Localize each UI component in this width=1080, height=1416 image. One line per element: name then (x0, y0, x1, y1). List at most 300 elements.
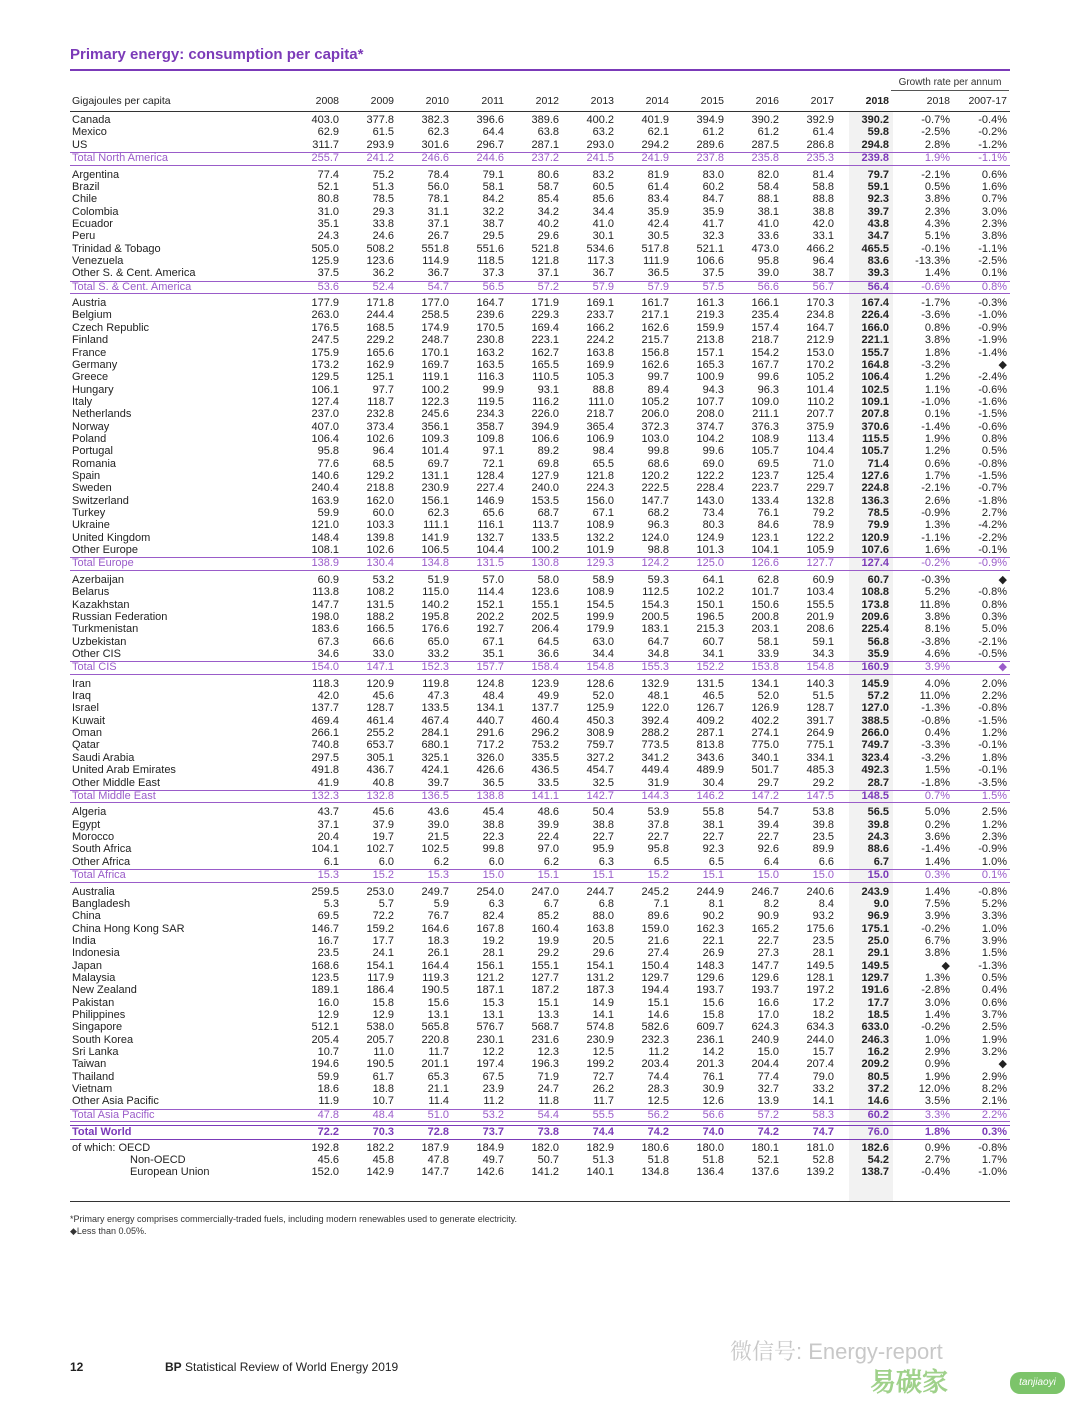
value-cell: 358.7 (476, 420, 504, 433)
value-cell: 61.2 (702, 126, 724, 139)
value-cell: 83.0 (702, 168, 724, 181)
growth-cell: 0.6% (924, 457, 950, 470)
value-cell: 26.9 (702, 947, 724, 960)
value-cell: 128.7 (806, 702, 834, 715)
table-total-row (70, 661, 1010, 675)
value-cell: 224.8 (861, 482, 889, 495)
value-cell: 6.0 (488, 855, 504, 868)
row-label: Hungary (72, 383, 114, 396)
value-cell: 141.1 (531, 789, 559, 802)
value-cell: 83.6 (867, 254, 889, 267)
value-cell: 266.0 (861, 727, 889, 740)
growth-cell: -1.2% (978, 138, 1007, 151)
value-cell: 207.4 (806, 1058, 834, 1071)
value-cell: 74.4 (647, 1070, 669, 1083)
value-cell: 18.3 (427, 934, 449, 947)
value-cell: 80.3 (702, 519, 724, 532)
growth-cell: 3.9% (924, 910, 950, 923)
value-cell: 241.5 (586, 152, 614, 165)
header-year: 2010 (425, 95, 449, 107)
growth-cell: 0.5% (924, 180, 950, 193)
value-cell: 11.4 (428, 1095, 449, 1108)
growth-cell: 11.8% (919, 598, 950, 611)
table-row (70, 886, 1010, 898)
value-cell: 22.4 (537, 831, 559, 844)
value-cell: 226.0 (531, 408, 559, 421)
value-cell: 177.0 (421, 297, 449, 310)
value-cell: 38.8 (482, 818, 504, 831)
table-total-row (70, 869, 1010, 883)
value-cell: 68.2 (647, 506, 669, 519)
value-cell: 88.8 (812, 193, 834, 206)
growth-cell: -0.4% (921, 1166, 950, 1179)
value-cell: 60.2 (702, 180, 724, 193)
value-cell: 134.1 (751, 677, 779, 690)
table-row (70, 819, 1010, 831)
growth-cell: 0.8% (924, 321, 950, 334)
growth-cell: 1.4% (924, 1009, 950, 1021)
value-cell: 15.2 (372, 869, 394, 882)
table-row (70, 960, 1010, 972)
value-cell: 236.1 (696, 1033, 724, 1046)
table-row (70, 408, 1010, 420)
growth-cell: -0.4% (978, 114, 1007, 126)
growth-cell: 1.8% (981, 751, 1007, 764)
value-cell: 64.7 (647, 635, 669, 648)
value-cell: 469.4 (311, 714, 339, 727)
value-cell: 41.9 (317, 776, 339, 789)
value-cell: 60.9 (317, 573, 339, 586)
value-cell: 74.2 (757, 1126, 779, 1139)
value-cell: 105.7 (751, 445, 779, 458)
value-cell: 101.9 (586, 544, 614, 556)
value-cell: 63.2 (592, 126, 614, 139)
value-cell: 48.4 (372, 1108, 394, 1121)
value-cell: 37.1 (537, 267, 559, 280)
value-cell: 147.1 (366, 661, 394, 674)
value-cell: 233.7 (586, 309, 614, 322)
value-cell: 22.7 (592, 831, 614, 844)
value-cell: 126.7 (696, 702, 724, 715)
value-cell: 150.6 (751, 598, 779, 611)
value-cell: 609.7 (696, 1021, 724, 1034)
value-cell: 5.3 (323, 897, 339, 910)
value-cell: 13.1 (482, 1009, 504, 1021)
value-cell: 111.1 (423, 519, 449, 532)
value-cell: 54.2 (867, 1153, 889, 1166)
value-cell: 33.2 (427, 647, 449, 660)
value-cell: 126.6 (751, 557, 779, 570)
value-cell: 109.0 (751, 395, 779, 408)
value-cell: 424.1 (421, 764, 449, 777)
value-cell: 121.2 (476, 971, 504, 984)
value-cell: 773.5 (641, 739, 669, 752)
value-cell: 17.7 (867, 996, 889, 1009)
value-cell: 146.9 (476, 494, 504, 507)
value-cell: 84.2 (482, 193, 504, 206)
value-cell: 126.9 (751, 702, 779, 715)
value-cell: 103.4 (806, 586, 834, 599)
value-cell: 58.1 (482, 180, 504, 193)
value-cell: 55.8 (702, 806, 724, 819)
value-cell: 99.7 (647, 371, 669, 384)
value-cell: 99.8 (482, 843, 504, 856)
value-cell: 138.8 (476, 789, 504, 802)
row-label: Kuwait (72, 714, 106, 727)
value-cell: 62.1 (647, 126, 669, 139)
value-cell: 113.4 (807, 432, 834, 445)
table-row (70, 433, 1010, 445)
value-cell: 246.3 (861, 1033, 889, 1046)
value-cell: 223.1 (531, 334, 559, 347)
row-label: Austria (72, 297, 107, 310)
value-cell: 194.6 (311, 1058, 339, 1071)
table-title: Primary energy: consumption per capita* (70, 46, 364, 63)
value-cell: 127.7 (806, 557, 834, 570)
value-cell: 356.1 (421, 420, 449, 433)
value-cell: 26.1 (427, 947, 449, 960)
value-cell: 119.3 (422, 971, 449, 984)
value-cell: 62.8 (757, 573, 779, 586)
value-cell: 505.0 (311, 242, 339, 255)
value-cell: 62.3 (427, 506, 449, 519)
value-cell: 157.1 (696, 346, 724, 359)
value-cell: 15.3 (482, 996, 504, 1009)
table-row (70, 421, 1010, 433)
value-cell: 50.7 (537, 1153, 559, 1166)
value-cell: 68.7 (537, 506, 559, 519)
table-row (70, 1142, 1010, 1154)
value-cell: 297.5 (311, 751, 339, 764)
value-cell: 39.7 (427, 776, 449, 789)
value-cell: 190.5 (366, 1058, 394, 1071)
value-cell: 213.8 (696, 334, 724, 347)
growth-cell: 2.3% (924, 205, 950, 218)
value-cell: 27.4 (647, 947, 669, 960)
value-cell: 27.3 (757, 947, 779, 960)
growth-cell: 1.6% (981, 180, 1007, 193)
value-cell: 759.7 (586, 739, 614, 752)
value-cell: 81.9 (647, 168, 669, 181)
row-label: Other CIS (72, 647, 121, 660)
row-label: Singapore (72, 1021, 123, 1034)
table-row (70, 139, 1010, 151)
growth-cell: -0.8% (978, 1141, 1007, 1154)
column-header-row (70, 95, 1010, 109)
value-cell: 89.9 (812, 843, 834, 856)
value-cell: 120.9 (861, 531, 889, 544)
value-cell: 39.0 (757, 267, 779, 280)
value-cell: 473.0 (751, 242, 779, 255)
value-cell: 108.2 (366, 586, 394, 599)
table-row (70, 495, 1010, 507)
row-label: Italy (72, 395, 93, 408)
header-year: 2011 (481, 95, 504, 107)
row-label: Kazakhstan (72, 598, 130, 611)
growth-cell: 0.4% (924, 727, 950, 740)
value-cell: 140.6 (311, 469, 339, 482)
value-cell: 23.5 (317, 947, 339, 960)
value-cell: 31.0 (317, 205, 339, 218)
value-cell: 166.5 (366, 623, 394, 636)
value-cell: 512.1 (311, 1021, 339, 1034)
value-cell: 22.7 (757, 934, 779, 947)
value-cell: 170.5 (476, 321, 504, 334)
value-cell: 35.9 (867, 647, 889, 660)
value-cell: 106.6 (696, 254, 724, 267)
value-cell: 11.2 (648, 1046, 669, 1059)
growth-cell: 1.9% (924, 1070, 950, 1083)
value-cell: 79.9 (867, 519, 889, 532)
value-cell: 289.6 (696, 138, 724, 151)
value-cell: 155.3 (641, 661, 669, 674)
growth-cell: -0.2% (921, 1021, 950, 1034)
value-cell: 47.8 (317, 1108, 339, 1121)
value-cell: 229.2 (366, 334, 394, 347)
value-cell: 183.6 (311, 623, 339, 636)
value-cell: 749.7 (861, 739, 889, 752)
value-cell: 244.6 (476, 152, 504, 165)
row-label: Portugal (72, 445, 113, 458)
value-cell: 37.5 (317, 267, 339, 280)
growth-cell: 1.0% (924, 1033, 950, 1046)
row-label: Qatar (72, 739, 100, 752)
row-label: Czech Republic (72, 321, 150, 334)
value-cell: 36.2 (372, 267, 394, 280)
value-cell: 161.7 (641, 297, 669, 310)
value-cell: 287.5 (751, 138, 779, 151)
growth-cell: -2.1% (921, 482, 950, 495)
value-cell: 170.2 (806, 358, 834, 371)
value-cell: 92.6 (757, 843, 779, 856)
value-cell: 65.5 (592, 457, 614, 470)
value-cell: 45.6 (372, 690, 394, 703)
data-table (70, 114, 1010, 1179)
value-cell: 72.2 (372, 910, 394, 923)
row-label: Spain (72, 469, 101, 482)
value-cell: 37.3 (482, 267, 504, 280)
value-cell: 53.9 (647, 806, 669, 819)
value-cell: 15.8 (702, 1009, 724, 1021)
value-cell: 16.6 (757, 996, 779, 1009)
value-cell: 88.1 (757, 193, 779, 206)
value-cell: 79.7 (867, 168, 889, 181)
value-cell: 39.8 (867, 818, 889, 831)
value-cell: 243.9 (861, 885, 889, 898)
value-cell: 101.4 (421, 445, 449, 458)
value-cell: 170.3 (806, 297, 834, 310)
value-cell: 203.4 (641, 1058, 669, 1071)
value-cell: 182.6 (861, 1141, 889, 1154)
value-cell: 16.0 (317, 996, 339, 1009)
value-cell: 130.4 (366, 557, 394, 570)
value-cell: 140.2 (421, 598, 449, 611)
value-cell: 264.9 (806, 727, 834, 740)
growth-cell: -1.5% (978, 714, 1007, 727)
value-cell: 123.1 (751, 531, 779, 544)
value-cell: 38.8 (812, 205, 834, 218)
value-cell: 37.5 (702, 267, 724, 280)
value-cell: 24.7 (537, 1083, 559, 1096)
value-cell: 32.3 (702, 230, 724, 243)
value-cell: 154.2 (751, 346, 779, 359)
growth-cell: 0.1% (981, 267, 1007, 280)
row-label: Saudi Arabia (72, 751, 135, 764)
value-cell: 407.0 (311, 420, 339, 433)
value-cell: 220.8 (421, 1033, 449, 1046)
value-cell: 148.4 (311, 531, 339, 544)
value-cell: 15.0 (812, 869, 834, 882)
value-cell: 11.7 (428, 1046, 449, 1059)
value-cell: 22.3 (482, 831, 504, 844)
table-row (70, 831, 1010, 843)
value-cell: 436.5 (531, 764, 559, 777)
growth-cell: -1.4% (921, 420, 950, 433)
value-cell: 106.5 (421, 544, 449, 556)
value-cell: 491.8 (311, 764, 339, 777)
growth-cell: 1.5% (981, 947, 1007, 960)
value-cell: 141.9 (421, 531, 449, 544)
table-row (70, 777, 1010, 789)
value-cell: 23.9 (482, 1083, 504, 1096)
value-cell: 131.1 (421, 469, 449, 482)
value-cell: 62.9 (317, 126, 339, 139)
table-row (70, 230, 1010, 242)
growth-cell: 2.5% (981, 806, 1007, 819)
growth-cell: 3.8% (924, 610, 950, 623)
growth-cell: 0.3% (924, 869, 950, 882)
value-cell: 219.3 (696, 309, 724, 322)
value-cell: 116.3 (477, 371, 504, 384)
table-row (70, 752, 1010, 764)
value-cell: 246.6 (421, 152, 449, 165)
growth-cell: 11.0% (919, 690, 950, 703)
table-row (70, 114, 1010, 126)
table-row (70, 347, 1010, 359)
value-cell: 34.1 (702, 647, 724, 660)
value-cell: 49.7 (482, 1153, 504, 1166)
value-cell: 132.3 (311, 789, 339, 802)
value-cell: 104.1 (311, 843, 339, 856)
value-cell: 102.5 (861, 383, 889, 396)
value-cell: 70.3 (372, 1126, 394, 1139)
row-label: Norway (72, 420, 110, 433)
value-cell: 23.5 (812, 831, 834, 844)
value-cell: 64.5 (537, 635, 559, 648)
growth-cell: 4.0% (924, 677, 950, 690)
value-cell: 129.6 (696, 971, 724, 984)
value-cell: 244.4 (366, 309, 394, 322)
value-cell: 133.4 (751, 494, 779, 507)
value-cell: 7.1 (653, 897, 669, 910)
value-cell: 88.8 (592, 383, 614, 396)
value-cell: 83.4 (647, 193, 669, 206)
row-label: Azerbaijan (72, 573, 124, 586)
table-row (70, 586, 1010, 598)
value-cell: 133.5 (531, 531, 559, 544)
value-cell: 111.0 (588, 395, 614, 408)
value-cell: 14.6 (867, 1095, 889, 1108)
growth-cell: 1.4% (924, 885, 950, 898)
value-cell: 181.0 (806, 1141, 834, 1154)
value-cell: 156.1 (421, 494, 449, 507)
value-cell: 240.6 (806, 885, 834, 898)
value-cell: 15.1 (537, 869, 559, 882)
row-label: Peru (72, 230, 96, 243)
table-row (70, 309, 1010, 321)
value-cell: 147.7 (751, 959, 779, 972)
growth-cell: 2.2% (981, 1108, 1007, 1121)
value-cell: 196.3 (531, 1058, 559, 1071)
value-cell: 168.6 (311, 959, 339, 972)
growth-cell: -0.5% (978, 647, 1007, 660)
value-cell: 171.9 (531, 297, 559, 310)
growth-cell: 3.9% (981, 934, 1007, 947)
table-row (70, 856, 1010, 868)
table-row (70, 690, 1010, 702)
table-row (70, 532, 1010, 544)
value-cell: 176.6 (421, 623, 449, 636)
value-cell: 28.3 (647, 1083, 669, 1096)
growth-cell: 12.0% (918, 1083, 950, 1096)
value-cell: 42.0 (317, 690, 339, 703)
growth-cell: 0.6% (981, 996, 1007, 1009)
footer-source (165, 1360, 398, 1374)
value-cell: 106.4 (311, 432, 339, 445)
header-year-2018: 2018 (865, 95, 889, 107)
value-cell: 230.1 (476, 1033, 504, 1046)
value-cell: 173.8 (861, 598, 889, 611)
value-cell: 98.4 (592, 445, 614, 458)
value-cell: 68.5 (372, 457, 394, 470)
growth-cell: -0.9% (921, 506, 950, 519)
value-cell: 173.2 (311, 358, 339, 371)
value-cell: 95.8 (757, 254, 779, 267)
growth-cell: -2.5% (978, 254, 1007, 267)
value-cell: 205.4 (311, 1033, 339, 1046)
value-cell: 59.1 (867, 180, 889, 193)
growth-cell: 2.5% (981, 1021, 1007, 1034)
value-cell: 99.6 (757, 371, 779, 384)
value-cell: 202.5 (531, 610, 559, 623)
value-cell: 274.1 (751, 727, 779, 740)
value-cell: 167.8 (476, 922, 504, 935)
value-cell: 169.4 (531, 321, 559, 334)
growth-cell: -0.8% (921, 714, 950, 727)
value-cell: 30.1 (592, 230, 614, 243)
value-cell: 51.9 (427, 573, 449, 586)
value-cell: 33.8 (372, 217, 394, 230)
value-cell: 521.1 (696, 242, 724, 255)
table-total-row (70, 790, 1010, 804)
value-cell: 400.2 (586, 114, 614, 126)
value-cell: 57.9 (592, 280, 614, 293)
value-cell: 154.0 (311, 661, 339, 674)
value-cell: 108.9 (751, 432, 779, 445)
value-cell: 29.6 (592, 947, 614, 960)
value-cell: 14.1 (812, 1095, 834, 1108)
value-cell: 21.6 (647, 934, 669, 947)
value-cell: 156.0 (586, 494, 614, 507)
row-label: Malaysia (72, 971, 116, 984)
value-cell: 370.6 (861, 420, 889, 433)
growth-cell: 5.1% (924, 230, 950, 243)
value-cell: 64.1 (702, 573, 724, 586)
value-cell: 38.8 (592, 818, 614, 831)
growth-cell: 1.9% (924, 152, 950, 165)
value-cell: 96.4 (812, 254, 834, 267)
value-cell: 78.4 (427, 168, 449, 181)
